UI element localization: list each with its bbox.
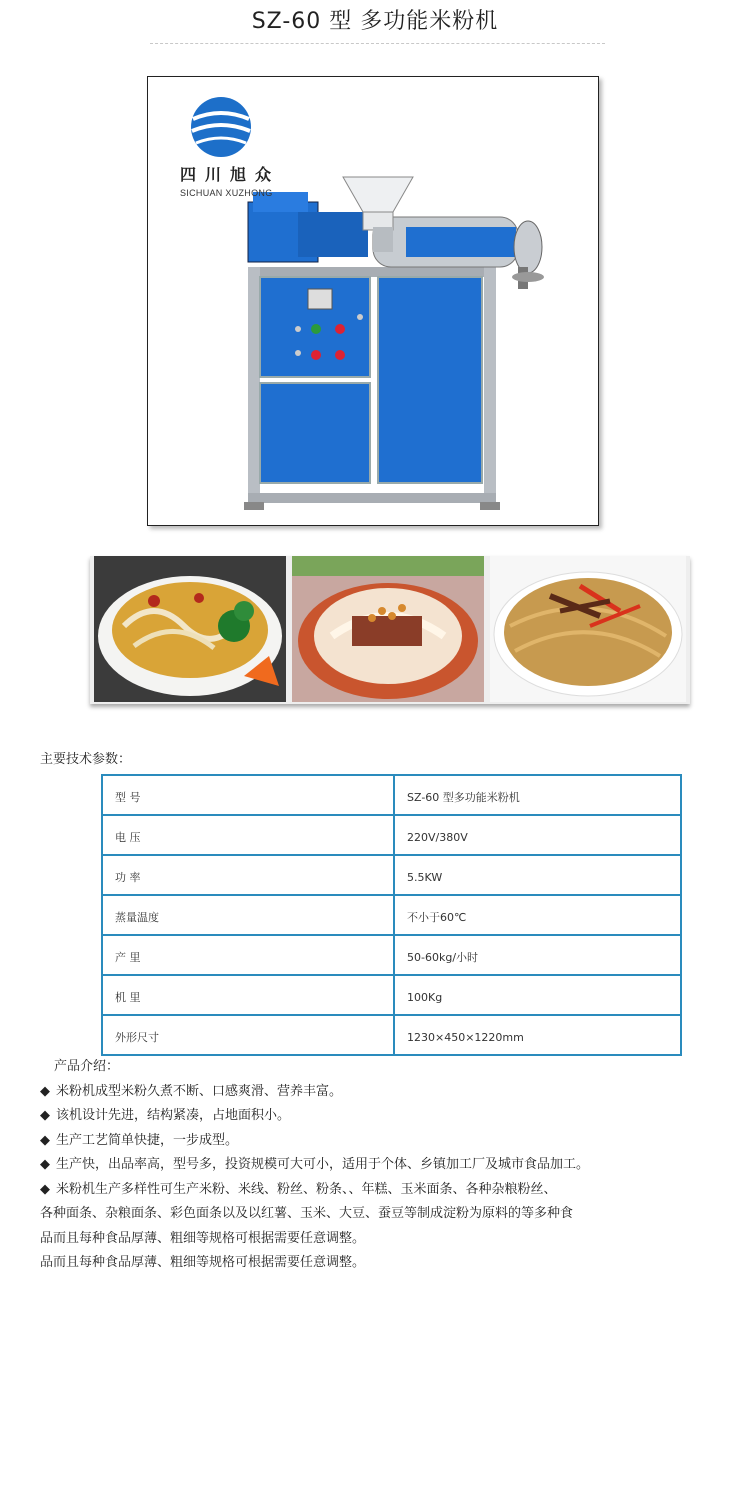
diamond-bullet-icon: ◆ (40, 1132, 50, 1148)
diamond-bullet-icon: ◆ (40, 1083, 50, 1099)
machine-photo (147, 76, 599, 526)
table-row (102, 975, 681, 1015)
title-divider (150, 43, 605, 44)
product-intro (40, 1055, 680, 1276)
table-row (102, 815, 681, 855)
food-photo-fried-noodles (490, 556, 686, 702)
spec-key: 产 里 (102, 935, 394, 975)
specs-table (101, 774, 682, 1056)
spec-key: 电 压 (102, 815, 394, 855)
spec-value: 220V/380V (394, 815, 681, 855)
intro-line: 各种面条、杂粮面条、彩色面条以及以红薯、玉米、大豆、蚕豆等制成淀粉为原料的等多种食 (40, 1206, 574, 1221)
table-row (102, 775, 681, 815)
intro-bullet (40, 1178, 680, 1203)
intro-bullet (40, 1129, 680, 1154)
intro-bullet-text: 生产工艺简单快捷，一步成型。 (56, 1132, 239, 1148)
spec-key: 机 里 (102, 975, 394, 1015)
table-row (102, 935, 681, 975)
intro-heading: 产品介绍： (54, 1059, 120, 1074)
intro-bullet (40, 1104, 680, 1129)
spec-key: 型 号 (102, 775, 394, 815)
intro-bullet (40, 1080, 680, 1105)
food-photo-strip (90, 556, 690, 704)
intro-bullet-text: 生产快，出品率高，型号多，投资规模可大可小，适用于个体、乡镇加工厂及城市食品加工。 (56, 1157, 590, 1172)
spec-key: 蒸量温度 (102, 895, 394, 935)
spec-value: 100Kg (394, 975, 681, 1015)
spec-value: 50-60kg/小时 (394, 935, 681, 975)
intro-bullet-text: 该机设计先进，结构紧凑，占地面积小。 (56, 1108, 291, 1123)
spec-value: 不小于60℃ (394, 895, 681, 935)
intro-line: 品而且每种食品厚薄、粗细等规格可根据需要任意调整。 (40, 1255, 366, 1270)
table-row (102, 855, 681, 895)
spec-value: 1230×450×1220mm (394, 1015, 681, 1055)
brand-logo-icon (191, 97, 251, 157)
spec-value: SZ-60 型多功能米粉机 (394, 775, 681, 815)
diamond-bullet-icon: ◆ (40, 1108, 50, 1123)
diamond-bullet-icon: ◆ (40, 1157, 50, 1172)
intro-bullet-text: 米粉机成型米粉久煮不断、口感爽滑、营养丰富。 (56, 1083, 343, 1099)
brand-name-en: SICHUAN XUZHONG (180, 188, 273, 198)
food-photo-noodle-bowl (292, 556, 484, 702)
page-title: SZ-60 型 多功能米粉机 (251, 9, 499, 34)
diamond-bullet-icon: ◆ (40, 1181, 50, 1197)
brand-name-cn: 四川旭众 (180, 165, 281, 184)
specs-heading: 主要技术参数： (40, 752, 132, 767)
food-photo-soup-noodles (94, 556, 286, 702)
spec-key: 外形尺寸 (102, 1015, 394, 1055)
machine-illustration (148, 77, 598, 525)
table-row (102, 895, 681, 935)
table-row (102, 1015, 681, 1055)
intro-line: 品而且每种食品厚薄、粗细等规格可根据需要任意调整。 (40, 1230, 366, 1246)
spec-value: 5.5KW (394, 855, 681, 895)
intro-bullet (40, 1153, 680, 1178)
intro-bullet-text: 米粉机生产多样性可生产米粉、米线、粉丝、粉条、、年糕、玉米面条、各种杂粮粉丝、 (56, 1181, 557, 1197)
spec-key: 功 率 (102, 855, 394, 895)
